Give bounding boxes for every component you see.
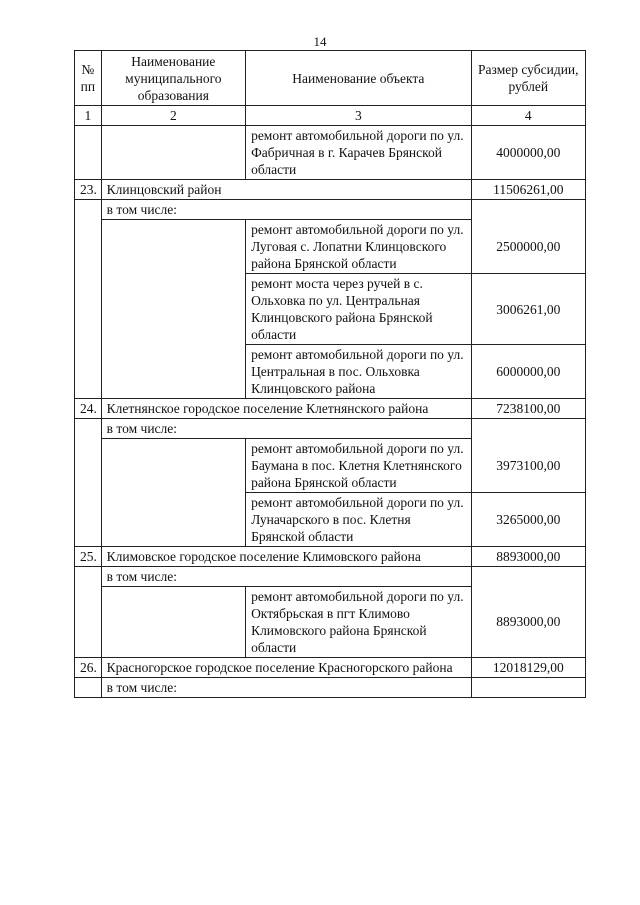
including-label: в том числе: <box>101 567 245 587</box>
row-num-cell <box>75 567 102 587</box>
empty-cell <box>246 678 472 698</box>
column-number: 1 <box>75 106 102 126</box>
object-name: ремонт автомобильной дороги по ул. Центральная в пос. Ольховка Клинцовского района <box>246 345 472 399</box>
row-municipality-cell <box>101 345 245 399</box>
row-num-cell <box>75 678 102 698</box>
municipality-name: Клинцовский район <box>101 180 471 200</box>
row-number: 23. <box>75 180 102 200</box>
page-number: 14 <box>313 34 327 49</box>
subsidy-amount: 11506261,00 <box>471 180 585 200</box>
table-row <box>75 439 586 493</box>
column-number-row <box>75 106 586 126</box>
row-municipality-cell <box>101 439 245 493</box>
header-num: № пп <box>75 51 102 106</box>
municipality-name: Клетнянское городское поселение Клетнянского района <box>101 399 471 419</box>
including-label: в том числе: <box>101 678 245 698</box>
subsidy-table <box>74 50 586 698</box>
table-row <box>75 567 586 587</box>
table-row <box>75 345 586 399</box>
object-name: ремонт автомобильной дороги по ул. Луговая с. Лопатни Клинцовского района Брянской области <box>246 220 472 274</box>
object-name: ремонт автомобильной дороги по ул. Луначарского в пос. Клетня Брянской области <box>246 493 472 547</box>
subsidy-amount: 8893000,00 <box>471 587 585 658</box>
table-row <box>75 658 586 678</box>
table-row <box>75 220 586 274</box>
table-row <box>75 419 586 439</box>
object-name: ремонт моста через ручей в с. Ольховка по ул. Центральная Клинцовского района Брянской области <box>246 274 472 345</box>
row-num-cell <box>75 126 102 180</box>
table-row <box>75 274 586 345</box>
table-header-row <box>75 51 586 106</box>
column-number: 2 <box>101 106 245 126</box>
subsidy-amount: 2500000,00 <box>471 220 585 274</box>
including-label: в том числе: <box>101 200 245 220</box>
row-num-cell <box>75 493 102 547</box>
municipality-name: Климовское городское поселение Климовского района <box>101 547 471 567</box>
row-num-cell <box>75 439 102 493</box>
empty-cell <box>471 567 585 587</box>
table-row <box>75 180 586 200</box>
row-num-cell <box>75 274 102 345</box>
row-municipality-cell <box>101 220 245 274</box>
row-number: 25. <box>75 547 102 567</box>
row-municipality-cell <box>101 274 245 345</box>
row-municipality-cell <box>101 587 245 658</box>
row-number: 26. <box>75 658 102 678</box>
including-label: в том числе: <box>101 419 245 439</box>
row-municipality-cell <box>101 126 245 180</box>
object-name: ремонт автомобильной дороги по ул. Баумана в пос. Клетня Клетнянского района Брянской области <box>246 439 472 493</box>
row-num-cell <box>75 220 102 274</box>
empty-cell <box>471 678 585 698</box>
header-municipality: Наименование муниципального образования <box>101 51 245 106</box>
municipality-name: Красногорское городское поселение Красногорского района <box>101 658 471 678</box>
column-number: 4 <box>471 106 585 126</box>
table-row <box>75 493 586 547</box>
column-number: 3 <box>246 106 472 126</box>
empty-cell <box>471 200 585 220</box>
header-object: Наименование объекта <box>246 51 472 106</box>
object-name: ремонт автомобильной дороги по ул. Фабричная в г. Карачев Брянской области <box>246 126 472 180</box>
row-num-cell <box>75 587 102 658</box>
table-row <box>75 678 586 698</box>
row-number: 24. <box>75 399 102 419</box>
object-name: ремонт автомобильной дороги по ул. Октябрьская в пгт Климово Климовского района Брянской области <box>246 587 472 658</box>
row-municipality-cell <box>101 493 245 547</box>
empty-cell <box>471 419 585 439</box>
empty-cell <box>246 200 472 220</box>
row-num-cell <box>75 345 102 399</box>
subsidy-amount: 3006261,00 <box>471 274 585 345</box>
table-row <box>75 547 586 567</box>
empty-cell <box>246 567 472 587</box>
subsidy-amount: 3973100,00 <box>471 439 585 493</box>
subsidy-amount: 4000000,00 <box>471 126 585 180</box>
row-num-cell <box>75 419 102 439</box>
empty-cell <box>246 419 472 439</box>
header-amount: Размер субсидии, рублей <box>471 51 585 106</box>
table-row <box>75 587 586 658</box>
table-row <box>75 126 586 180</box>
subsidy-amount: 7238100,00 <box>471 399 585 419</box>
subsidy-amount: 6000000,00 <box>471 345 585 399</box>
table-row <box>75 399 586 419</box>
subsidy-amount: 8893000,00 <box>471 547 585 567</box>
subsidy-amount: 12018129,00 <box>471 658 585 678</box>
table-row <box>75 200 586 220</box>
subsidy-amount: 3265000,00 <box>471 493 585 547</box>
row-num-cell <box>75 200 102 220</box>
